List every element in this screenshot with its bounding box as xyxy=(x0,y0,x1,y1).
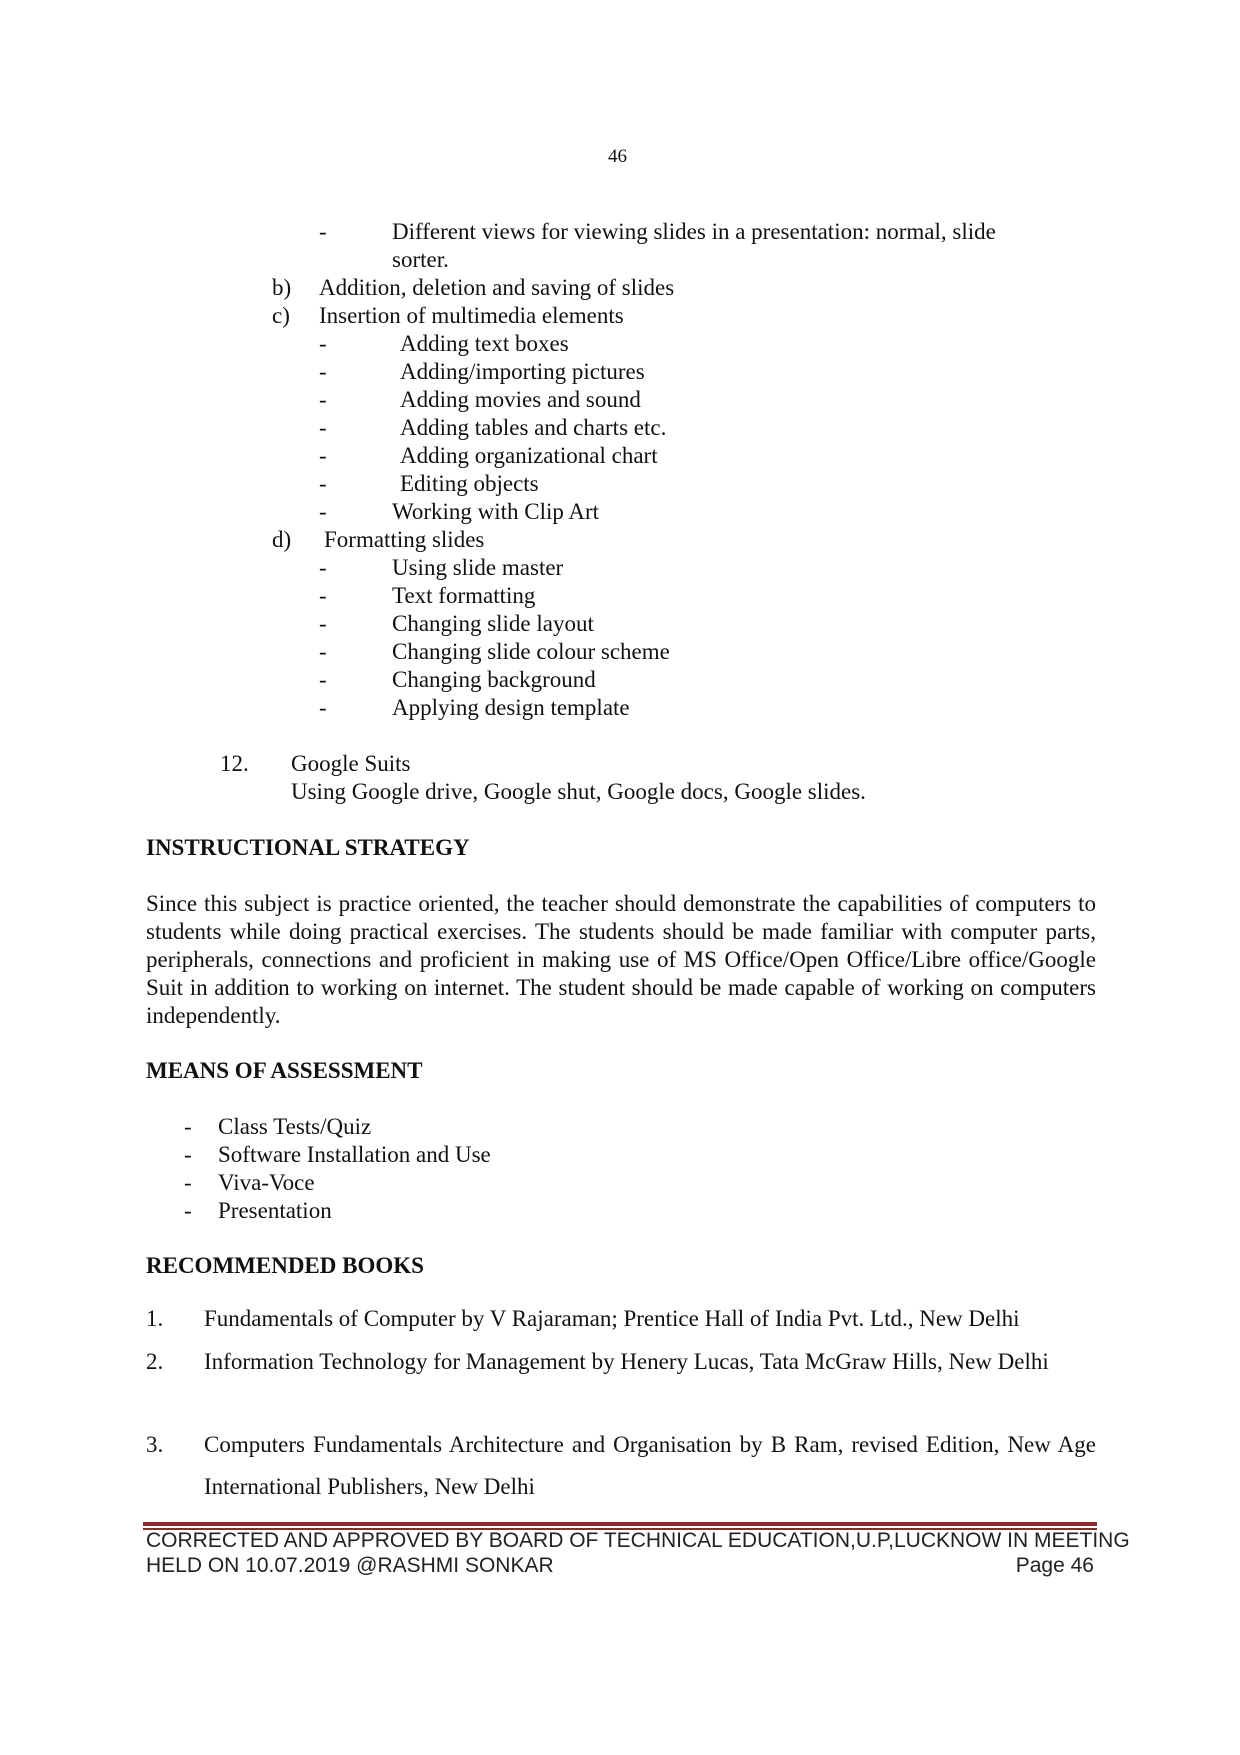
page-number: 46 xyxy=(608,146,627,167)
book-text: Computers Fundamentals Architecture and Organisation by B Ram, revised Edition, New Age International Publishers, New Delhi xyxy=(204,1432,1096,1499)
book-text: Information Technology for Management by Henery Lucas, Tata McGraw Hills, New Delhi xyxy=(204,1349,1049,1374)
list-dash: - xyxy=(184,1170,192,1195)
footer-line-1: CORRECTED AND APPROVED BY BOARD OF TECHNICAL EDUCATION,U.P,LUCKNOW IN MEETING xyxy=(146,1529,1130,1552)
assessment-item: Software Installation and Use xyxy=(218,1142,491,1167)
book-number: 1. xyxy=(146,1306,164,1331)
list-dash: - xyxy=(319,611,327,636)
instructional-heading: INSTRUCTIONAL STRATEGY xyxy=(146,835,470,860)
list-item-c: Insertion of multimedia elements xyxy=(319,303,624,328)
assessment-item: Class Tests/Quiz xyxy=(218,1114,372,1139)
book-number: 2. xyxy=(146,1349,164,1374)
footer-page: Page 46 xyxy=(1015,1554,1094,1577)
list-dash: - xyxy=(319,359,327,384)
sublist-item: Adding/importing pictures xyxy=(400,359,645,384)
section-body: Using Google drive, Google shut, Google docs, Google slides. xyxy=(291,779,866,804)
book-item xyxy=(146,1341,1096,1383)
list-dash: - xyxy=(319,695,327,720)
section-title: Google Suits xyxy=(291,751,411,776)
list-dash: - xyxy=(319,555,327,580)
instructional-body: Since this subject is practice oriented, the teacher should demonstrate the capabilities of computers to students while doing practical exercises. The students should be made familiar with computer parts, peripherals, connections and proficient in making use of MS Office/Open Office/Libre office/Google Suit in addition to working on internet. The student should be made capable of working on computers independently. xyxy=(146,891,1096,1028)
list-dash: - xyxy=(319,219,327,244)
list-dash: - xyxy=(319,499,327,524)
book-number: 3. xyxy=(146,1432,164,1457)
sublist-item: Working with Clip Art xyxy=(392,499,600,524)
assessment-heading: MEANS OF ASSESSMENT xyxy=(146,1058,423,1083)
list-item-d: Formatting slides xyxy=(324,527,485,552)
sublist-item: Applying design template xyxy=(392,695,630,720)
list-dash: - xyxy=(319,415,327,440)
assessment-item: Presentation xyxy=(218,1198,332,1223)
book-item xyxy=(146,1298,1096,1340)
list-dash: - xyxy=(184,1142,192,1167)
list-dash: - xyxy=(319,639,327,664)
section-number: 12. xyxy=(220,751,249,776)
assessment-item: Viva-Voce xyxy=(218,1170,315,1195)
sublist-item: Adding text boxes xyxy=(400,331,569,356)
book-text: Fundamentals of Computer by V Rajaraman; Prentice Hall of India Pvt. Ltd., New Delhi xyxy=(204,1306,1020,1331)
list-dash: - xyxy=(319,331,327,356)
list-dash: - xyxy=(319,471,327,496)
sublist-item: Adding movies and sound xyxy=(400,387,641,412)
sublist-item: Adding organizational chart xyxy=(400,443,658,468)
list-marker-d: d) xyxy=(272,527,292,552)
list-dash: - xyxy=(319,667,327,692)
sublist-item: Changing background xyxy=(392,667,596,692)
list-dash: - xyxy=(319,387,327,412)
sublist-item: Changing slide colour scheme xyxy=(392,639,670,664)
list-marker-b: b) xyxy=(272,275,292,300)
list-item-continuation: sorter. xyxy=(392,247,449,272)
footer-line-2: HELD ON 10.07.2019 @RASHMI SONKAR xyxy=(146,1554,554,1577)
book-item xyxy=(146,1424,1096,1508)
list-dash: - xyxy=(319,583,327,608)
sublist-item: Changing slide layout xyxy=(392,611,594,636)
list-item-b: Addition, deletion and saving of slides xyxy=(319,275,675,300)
footer-rule-thick xyxy=(143,1522,1097,1526)
sublist-item: Using slide master xyxy=(392,555,564,580)
sublist-item: Adding tables and charts etc. xyxy=(400,415,667,440)
list-item: Different views for viewing slides in a presentation: normal, slide xyxy=(392,219,996,244)
books-heading: RECOMMENDED BOOKS xyxy=(146,1253,424,1278)
list-dash: - xyxy=(184,1114,192,1139)
sublist-item: Text formatting xyxy=(392,583,536,608)
sublist-item: Editing objects xyxy=(400,471,539,496)
list-marker-c: c) xyxy=(272,303,290,328)
list-dash: - xyxy=(184,1198,192,1223)
list-dash: - xyxy=(319,443,327,468)
